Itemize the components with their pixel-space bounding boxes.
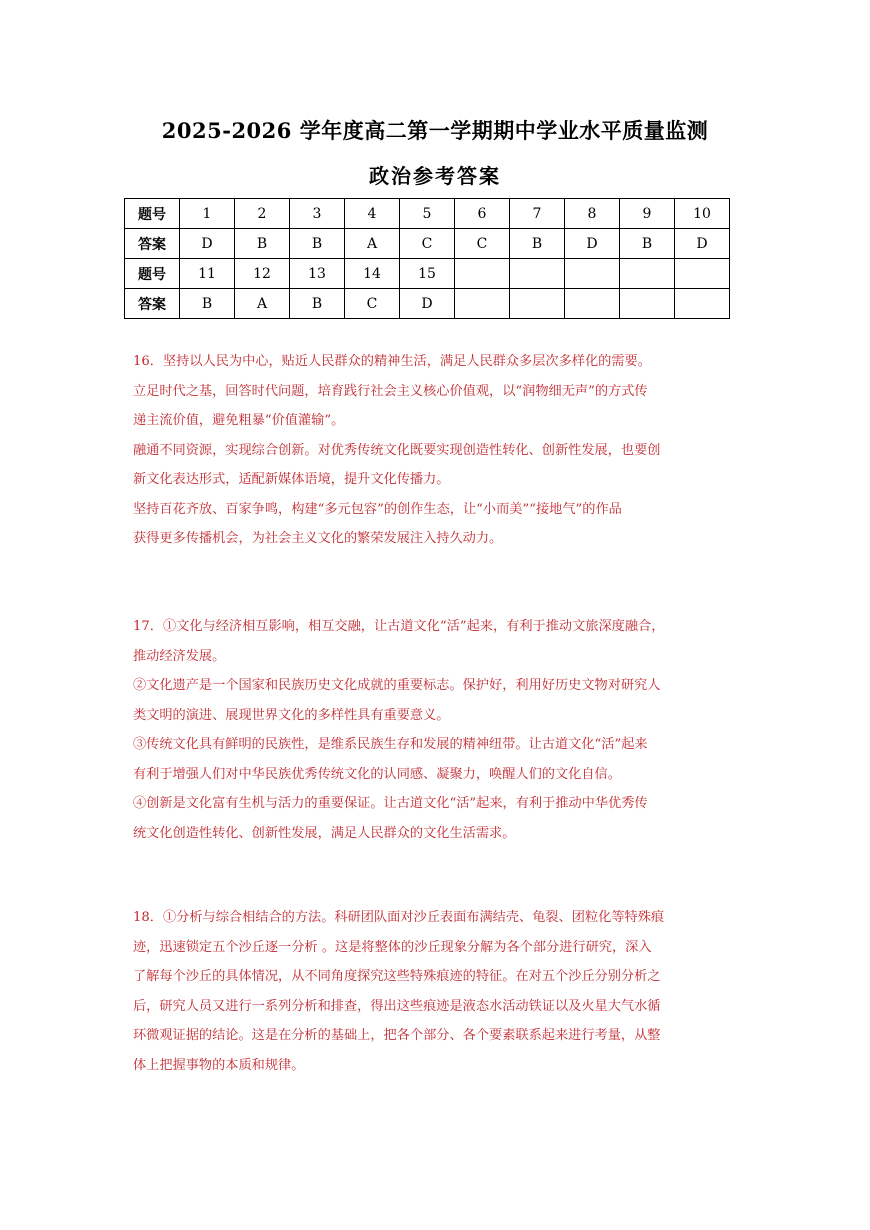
answer-line: 类文明的演进、展现世界文化的多样性具有重要意义。 [133,707,450,723]
table-cell: D [565,229,620,259]
table-cell: 13 [290,259,345,289]
table-cell: 2 [235,199,290,229]
answer-line: 递主流价值，避免粗暴“价值灌输”。 [133,413,345,428]
table-cell [675,289,730,319]
answer-line: 迹，迅速锁定五个沙丘逐一分析 。这是将整体的沙丘现象分解为各个部分进行研究，深入 [133,939,652,955]
table-cell: 15 [400,259,455,289]
table-cell: B [620,229,675,259]
table-cell: B [510,229,565,259]
table-cell: 11 [180,259,235,289]
answer-18 [133,903,745,1080]
row-label: 答案 [125,289,180,319]
answer-16 [133,347,745,554]
table-cell [455,289,510,319]
table-cell: C [345,289,400,319]
row-label: 答案 [125,229,180,259]
answer-line: 后，研究人员又进行一系列分析和排查，得出这些痕迹是液态水活动铁证以及火星大气水循 [133,998,661,1014]
answer-line: 环微观证据的结论。这是在分析的基础上，把各个部分、各个要素联系起来进行考量，从整 [133,1028,661,1043]
table-row [125,199,730,229]
answer-line: 获得更多传播机会，为社会主义文化的繁荣发展注入持久动力。 [133,531,503,546]
table-cell [620,259,675,289]
answer-line: 坚持百花齐放、百家争鸣，构建“多元包容”的创作生态，让“小而美”“接地气”的作品 [133,501,622,517]
table-cell: 9 [620,199,675,229]
table-row [125,229,730,259]
table-cell: 8 [565,199,620,229]
row-label: 题号 [125,199,180,229]
answer-line: 17．①文化与经济相互影响，相互交融，让古道文化“活”起来，有利于推动文旅深度融合， [133,619,665,634]
table-cell [675,259,730,289]
answer-line: 体上把握事物的本质和规律。 [133,1057,305,1073]
table-row [125,259,730,289]
page-subtitle: 政治参考答案 [369,164,501,188]
table-cell: 6 [455,199,510,229]
table-cell: B [180,289,235,319]
row-label: 题号 [125,259,180,289]
answer-line: ③传统文化具有鲜明的民族性，是维系民族生存和发展的精神纽带。让古道文化“活”起来 [133,737,648,752]
answer-line: 立足时代之基，回答时代问题，培育践行社会主义核心价值观，以“润物细无声”的方式传 [133,383,648,399]
table-cell [565,289,620,319]
table-cell: 4 [345,199,400,229]
table-cell: B [290,289,345,319]
table-cell: 3 [290,199,345,229]
table-cell: A [345,229,400,259]
table-cell: 1 [180,199,235,229]
answer-line: 融通不同资源，实现综合创新。对优秀传统文化既要实现创造性转化、创新性发展，也要创 [133,442,661,458]
answer-17 [133,612,745,848]
table-cell: C [455,229,510,259]
table-cell: 12 [235,259,290,289]
table-cell: A [235,289,290,319]
answer-line: ②文化遗产是一个国家和民族历史文化成就的重要标志。保护好，利用好历史文物对研究人 [133,678,661,693]
answer-table [124,198,730,319]
answer-line: 新文化表达形式，适配新媒体语境，提升文化传播力。 [133,472,450,487]
table-cell: 7 [510,199,565,229]
table-cell [510,259,565,289]
answer-line: 18．①分析与综合相结合的方法。科研团队面对沙丘表面布满结壳、龟裂、团粒化等特殊痕 [133,910,665,925]
answer-line: 统文化创造性转化、创新性发展，满足人民群众的文化生活需求。 [133,825,516,841]
answer-line: 了解每个沙丘的具体情况，从不同角度探究这些特殊痕迹的特征。在对五个沙丘分别分析之 [133,969,661,984]
answer-line: 16．坚持以人民为中心，贴近人民群众的精神生活，满足人民群众多层次多样化的需要。 [133,354,651,369]
table-cell: 5 [400,199,455,229]
table-cell [510,289,565,319]
table-cell: D [180,229,235,259]
answer-line: 有利于增强人们对中华民族优秀传统文化的认同感、凝聚力，唤醒人们的文化自信。 [133,766,621,782]
table-cell [565,259,620,289]
page-title: 2025-2026 学年度高二第一学期期中学业水平质量监测 [161,118,709,143]
table-cell: 10 [675,199,730,229]
table-cell: D [675,229,730,259]
answer-line: ④创新是文化富有生机与活力的重要保证。让古道文化“活”起来，有利于推动中华优秀传 [133,796,648,811]
table-row [125,289,730,319]
table-cell: C [400,229,455,259]
table-cell: B [290,229,345,259]
table-cell: D [400,289,455,319]
table-cell [455,259,510,289]
table-cell: 14 [345,259,400,289]
table-cell: B [235,229,290,259]
answer-line: 推动经济发展。 [133,648,226,664]
table-cell [620,289,675,319]
